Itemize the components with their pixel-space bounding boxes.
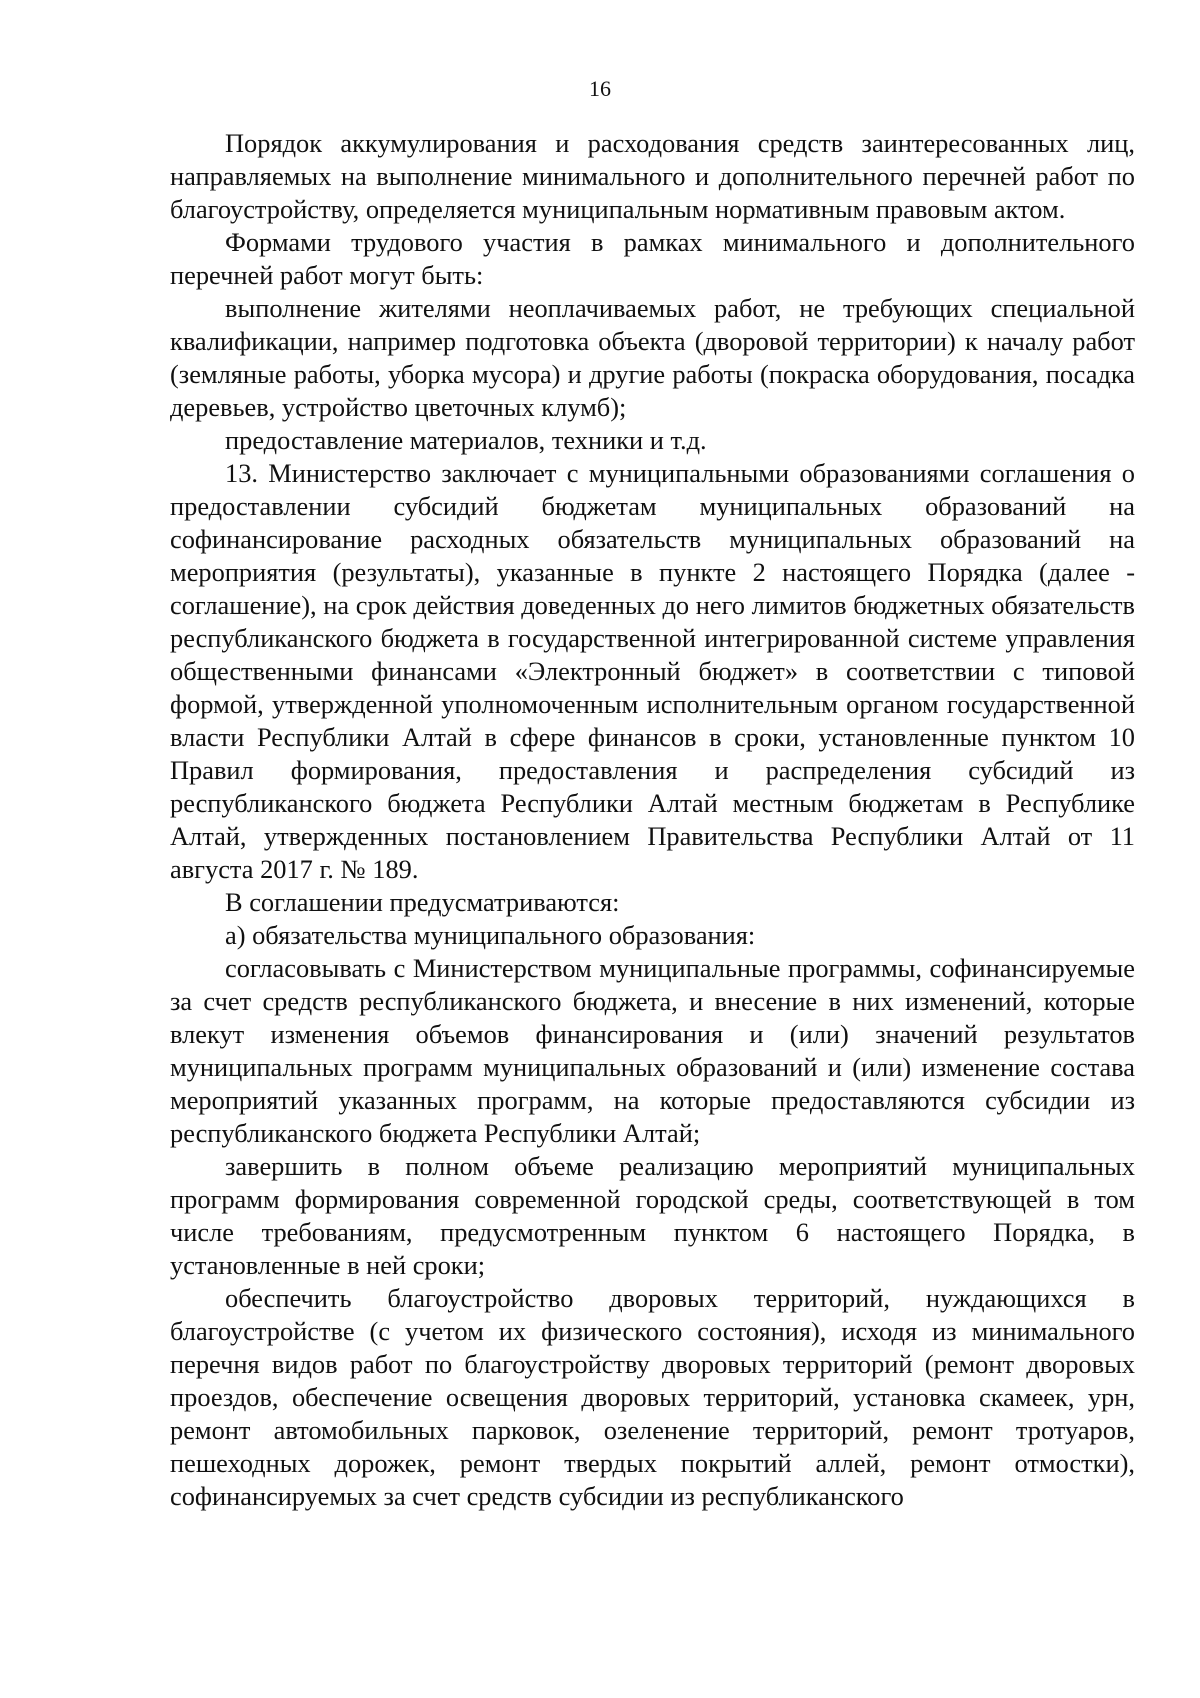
paragraph-funds-procedure: Порядок аккумулирования и расходования средств заинтересованных лиц, направляемых на выполнение минимального и дополнительного перечней работ по благоустройству, определяется муниципальным нормативным правовым актом. [170,128,1135,224]
paragraph-materials: предоставление материалов, техники и т.д. [225,425,707,455]
paragraph-agree-programs: согласовывать с Министерством муниципальные программы, софинансируемые за счет средств республиканского бюджета, и внесение в них изменений, которые влекут изменения объемов финансирования и (или) значений результатов муниципальных программ муниципальных образований и (или) изменение состава мероприятий указанных программ, на которые предоставляются субсидии из республиканского бюджета Республики Алтай; [170,953,1135,1148]
page-number: 16 [589,76,611,101]
paragraph-ensure-improvement: обеспечить благоустройство дворовых территорий, нуждающихся в благоустройстве (с учетом их физического состояния), исходя из минимального перечня видов работ по благоустройству дворовых территорий (ремонт дворовых проездов, обеспечение освещения дворовых территорий, установка скамеек, урн, ремонт автомобильных парковок, озеленение территорий, ремонт тротуаров, пешеходных дорожек, ремонт твердых покрытий аллей, ремонт отмостки), софинансируемых за счет средств субсидии из республиканского [170,1283,1135,1511]
paragraph-agreement-provisions: В соглашении предусматриваются: [225,887,620,917]
paragraph-unpaid-work: выполнение жителями неоплачиваемых работ, не требующих специальной квалификации, например подготовка объекта (дворовой территории) к началу работ (земляные работы, уборка мусора) и другие работы (покраска оборудования, посадка деревьев, устройство цветочных клумб); [170,293,1135,422]
paragraph-obligations-a: а) обязательства муниципального образования: [225,920,756,950]
paragraph-labor-forms: Формами трудового участия в рамках минимального и дополнительного перечней работ могут быть: [170,227,1135,290]
document-body [170,127,1135,1513]
paragraph-complete-programs: завершить в полном объеме реализацию мероприятий муниципальных программ формирования современной городской среды, соответствующей в том числе требованиям, предусмотренным пунктом 6 настоящего Порядка, в установленные в ней сроки; [170,1151,1135,1280]
paragraph-item-13: 13. Министерство заключает с муниципальными образованиями соглашения о предоставлении субсидий бюджетам муниципальных образований на софинансирование расходных обязательств муниципальных образований на мероприятия (результаты), указанные в пункте 2 настоящего Порядка (далее - соглашение), на срок действия доведенных до него лимитов бюджетных обязательств республиканского бюджета в государственной интегрированной системе управления общественными финансами «Электронный бюджет» в соответствии с типовой формой, утвержденной уполномоченным исполнительным органом государственной власти Республики Алтай в сфере финансов в сроки, установленные пунктом 10 Правил формирования, предоставления и распределения субсидий из республиканского бюджета Республики Алтай местным бюджетам в Республике Алтай, утвержденных постановлением Правительства Республики Алтай от 11 августа 2017 г. № 189. [170,458,1135,884]
